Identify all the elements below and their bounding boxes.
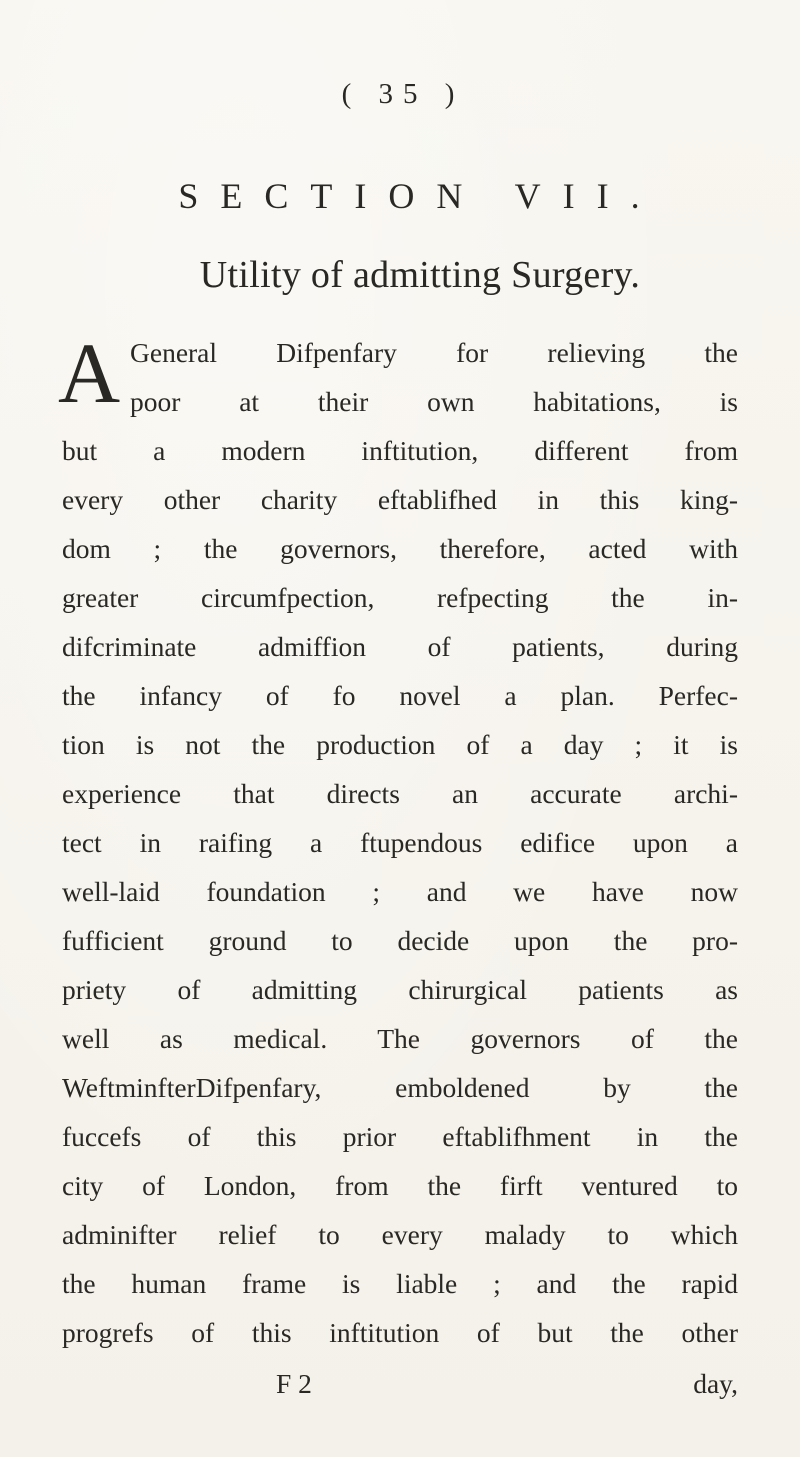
text-line-12: well-laid foundation ; and we have now [62, 876, 738, 907]
page-number: ( 35 ) [341, 78, 465, 110]
text-line-9: tion is not the production of a day ; it is [62, 729, 738, 760]
text-line-11: tect in raifing a ftupendous edifice upon a [62, 827, 738, 858]
page-footer [62, 1368, 738, 1408]
text-line-2: poor at their own habitations, is [130, 386, 738, 417]
body-text [58, 325, 738, 1357]
text-line-21: progrefs of this inftitution of but the other [62, 1317, 738, 1348]
text-line-6: greater circumfpection, refpecting the in- [62, 582, 738, 613]
text-line-10: experience that directs an accurate archi- [62, 778, 738, 809]
text-line-17: fuccefs of this prior eftablifhment in the [62, 1121, 738, 1152]
text-line-14: priety of admitting chirurgical patients as [62, 974, 738, 1005]
section-heading: SECTION VII. [178, 176, 662, 216]
section-title: Utility of admitting Surgery. [199, 254, 641, 296]
drop-cap: A [58, 325, 121, 421]
text-line-19: adminifter relief to every malady to which [62, 1219, 738, 1250]
text-line-16: WeftminfterDifpenfary, emboldened by the [62, 1072, 738, 1103]
text-line-3: but a modern inftitution, different from [62, 435, 738, 466]
text-line-15: well as medical. The governors of the [62, 1023, 738, 1054]
catchword: day, [693, 1368, 738, 1399]
text-line-5: dom ; the governors, therefore, acted with [62, 533, 738, 564]
text-line-13: fufficient ground to decide upon the pro- [62, 925, 738, 956]
text-line-1-content: General Difpenfary for relieving the [130, 337, 738, 368]
text-line-8: the infancy of fo novel a plan. Perfec- [62, 680, 738, 711]
text-line-7: difcriminate admiffion of patients, during [62, 631, 738, 662]
text-line-4: every other charity eftablifhed in this king- [62, 484, 738, 515]
text-line-18: city of London, from the firft ventured to [62, 1170, 738, 1201]
text-line-20: the human frame is liable ; and the rapid [62, 1268, 738, 1299]
signature-mark: F 2 [276, 1368, 312, 1399]
